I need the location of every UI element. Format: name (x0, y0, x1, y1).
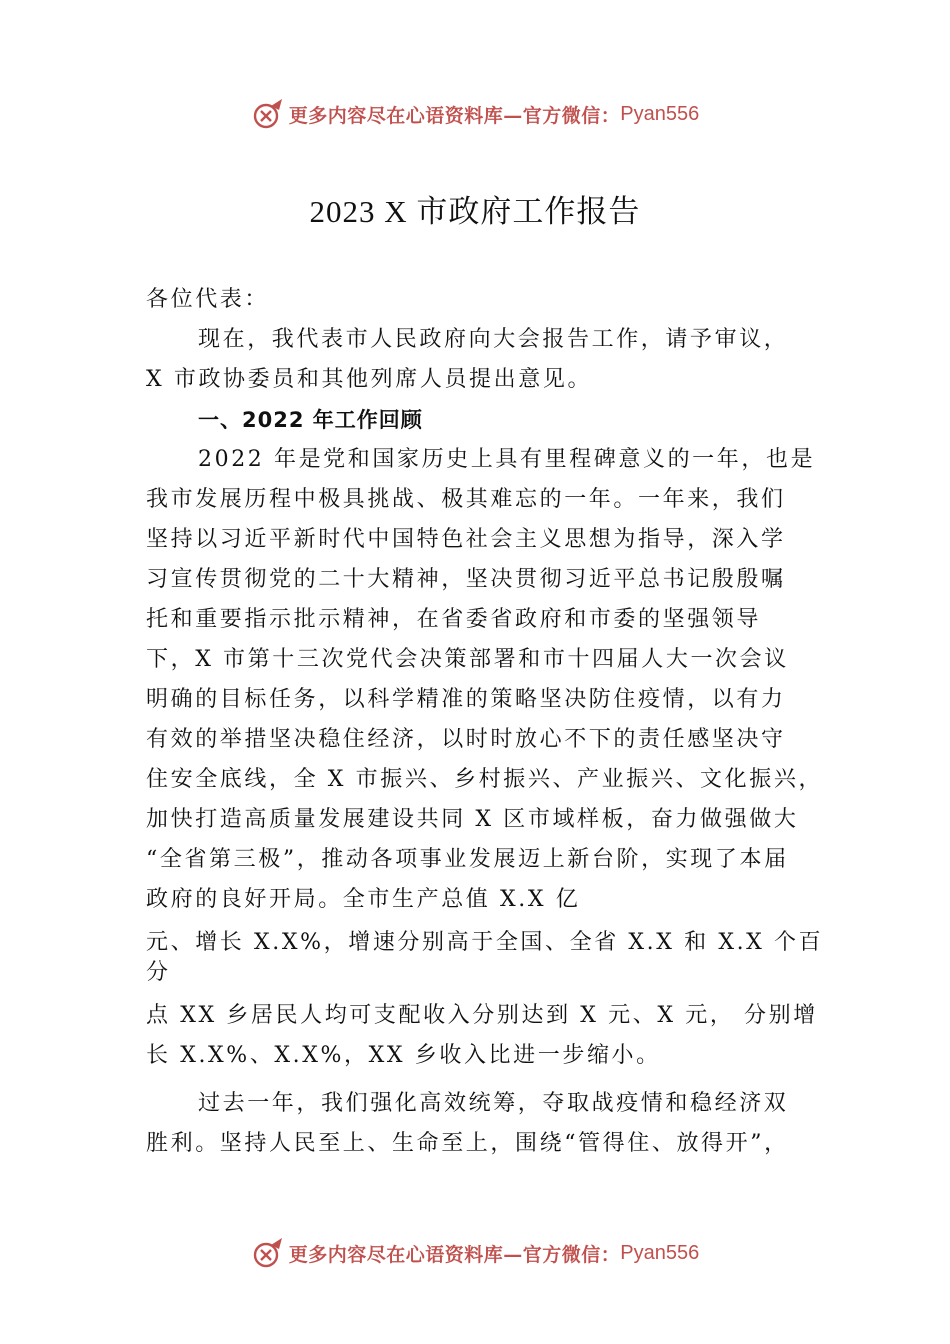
logo-icon (251, 97, 285, 131)
section-heading: 一、2022 年工作回顾 (198, 408, 423, 432)
banner-text: 更多内容尽在心语资料库—官方微信： (288, 104, 621, 127)
paragraph-line: 习宣传贯彻党的二十大精神，坚决贯彻习近平总书记殷殷嘱 (146, 567, 786, 592)
paragraph-line: 长 X.X%、X.X%，XX 乡收入比进一步缩小。 (146, 1043, 661, 1068)
footer-banner (0, 1233, 950, 1273)
paragraph-line: 加快打造高质量发展建设共同 X 区市域样板，奋力做强做大 (146, 807, 799, 832)
banner-wechat-id: Pyan556 (620, 102, 700, 125)
paragraph-line: “全省第三极”，推动各项事业发展迈上新台阶，实现了本届 (146, 847, 789, 872)
paragraph-line: X 市政协委员和其他列席人员提出意见。 (146, 367, 593, 392)
logo-icon (251, 1236, 285, 1270)
document-title: 2023 X 市政府工作报告 (309, 194, 641, 229)
banner-text: 更多内容尽在心语资料库—官方微信： (288, 1243, 621, 1266)
paragraph-line: 有效的举措坚决稳住经济，以时时放心不下的责任感坚决守 (146, 727, 786, 752)
paragraph-line: 2022 年是党和国家历史上具有里程碑意义的一年，也是 (198, 447, 816, 472)
paragraph-line: 现在，我代表市人民政府向大会报告工作，请予审议， (198, 327, 789, 352)
salutation: 各位代表： (146, 287, 270, 312)
document-body (146, 280, 826, 1164)
header-banner (0, 94, 950, 134)
paragraph-line: 分 (146, 960, 171, 985)
paragraph-line: 元、增长 X.X%，增速分别高于全国、全省 X.X 和 X.X 个百 (146, 930, 824, 955)
paragraph-line: 明确的目标任务，以科学精准的策略坚决防住疫情，以有力 (146, 687, 786, 712)
paragraph-line: 我市发展历程中极具挑战、极其难忘的一年。一年来，我们 (146, 487, 786, 512)
paragraph-line: 政府的良好开局。全市生产总值 X.X 亿 (146, 887, 581, 912)
paragraph-line: 坚持以习近平新时代中国特色社会主义思想为指导，深入学 (146, 527, 786, 552)
paragraph-line: 胜利。坚持人民至上、生命至上，围绕“管得住、放得开”， (146, 1131, 789, 1156)
paragraph-line: 下，X 市第十三次党代会决策部署和市十四届人大一次会议 (146, 647, 789, 672)
banner-wechat-id: Pyan556 (620, 1241, 700, 1264)
paragraph-line: 托和重要指示批示精神，在省委省政府和市委的坚强领导 (146, 607, 762, 632)
paragraph-line: 过去一年，我们强化高效统筹，夺取战疫情和稳经济双 (198, 1091, 789, 1116)
paragraph-line: 住安全底线，全 X 市振兴、乡村振兴、产业振兴、文化振兴， (146, 767, 824, 792)
paragraph-line: 点 XX 乡居民人均可支配收入分别达到 X 元、X 元， 分别增 (146, 1003, 818, 1028)
